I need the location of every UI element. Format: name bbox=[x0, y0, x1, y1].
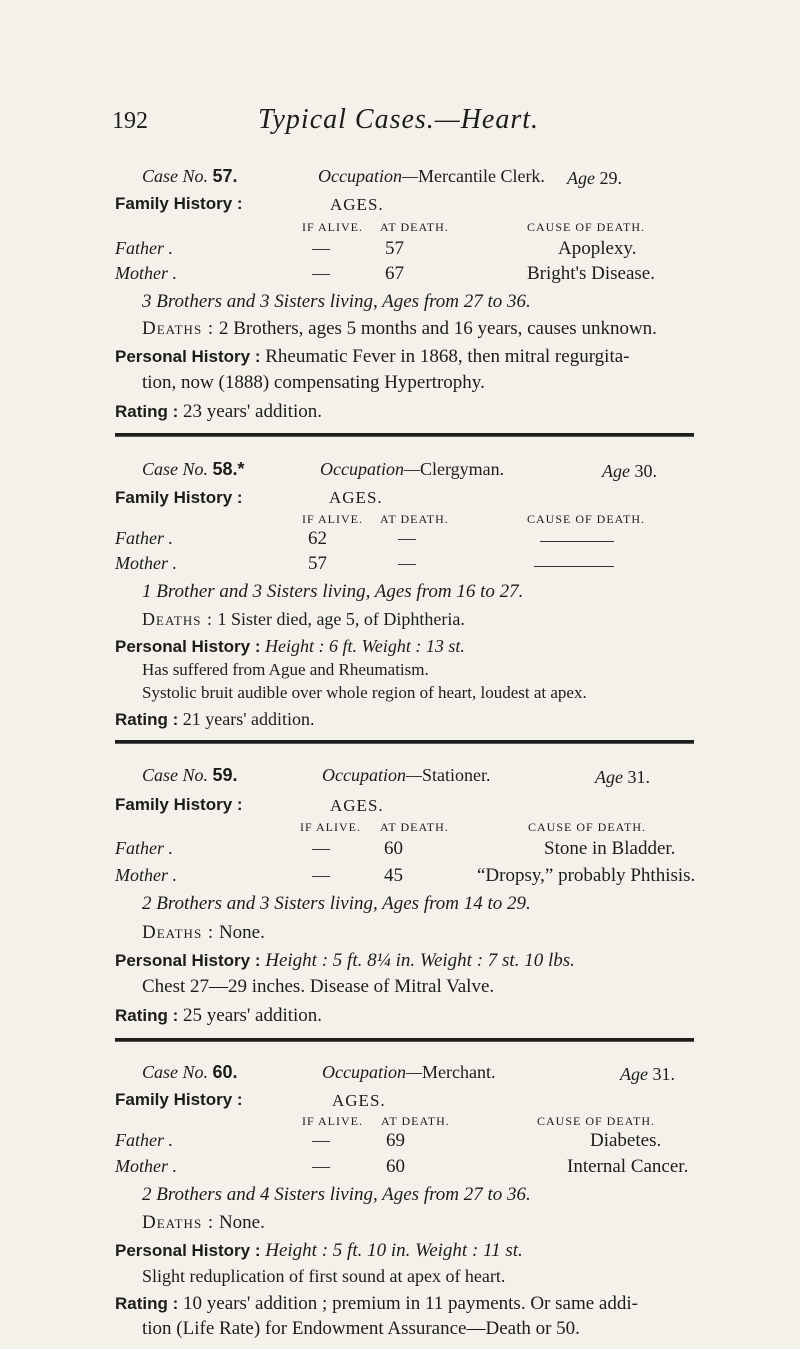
divider-rule bbox=[115, 433, 694, 437]
family-history-label: Family History : bbox=[115, 1090, 243, 1109]
divider-rule bbox=[115, 1038, 694, 1042]
father-label: Father . bbox=[115, 528, 173, 548]
occupation: Occupation—Stationer. bbox=[322, 765, 491, 785]
mother-if-alive: 57 bbox=[308, 553, 327, 574]
mother-label: Mother . bbox=[115, 263, 177, 283]
mother-label: Mother . bbox=[115, 1156, 177, 1176]
siblings: 3 Brothers and 3 Sisters living, Ages from 27 to 36. bbox=[142, 291, 531, 312]
if-alive-heading: IF ALIVE. bbox=[302, 512, 363, 526]
family-history-label: Family History : bbox=[115, 795, 243, 814]
mother-label: Mother . bbox=[115, 553, 177, 573]
mother-cause: Bright's Disease. bbox=[527, 263, 655, 284]
father-at-death: 60 bbox=[384, 838, 403, 859]
personal-history-cont: Chest 27—29 inches. Disease of Mitral Valve. bbox=[142, 976, 495, 997]
mother-label: Mother . bbox=[115, 865, 177, 885]
deaths: Deaths : None. bbox=[142, 1212, 265, 1233]
family-history-label: Family History : bbox=[115, 194, 243, 213]
father-if-alive: — bbox=[312, 1130, 330, 1150]
occupation: Occupation—Mercantile Clerk. bbox=[318, 166, 545, 186]
at-death-heading: AT DEATH. bbox=[381, 1114, 450, 1128]
running-title: Typical Cases.—Heart. bbox=[258, 104, 540, 135]
at-death-heading: AT DEATH. bbox=[380, 220, 449, 234]
father-if-alive: 62 bbox=[308, 528, 327, 549]
occupation: Occupation—Merchant. bbox=[322, 1062, 496, 1082]
mother-cause: “Dropsy,” probably Phthisis. bbox=[477, 865, 696, 886]
father-at-death: 69 bbox=[386, 1130, 405, 1151]
ages-heading: AGES. bbox=[330, 195, 384, 214]
rating: Rating : 21 years' addition. bbox=[115, 709, 315, 729]
personal-history: Personal History : Rheumatic Fever in 1868, then mitral regurgita- bbox=[115, 346, 630, 367]
divider-rule bbox=[115, 740, 694, 744]
mother-if-alive: — bbox=[312, 1156, 330, 1176]
personal-history: Personal History : Height : 6 ft. Weight : 13 st. bbox=[115, 636, 465, 656]
family-history-label: Family History : bbox=[115, 488, 243, 507]
blank-cause-line bbox=[534, 566, 614, 567]
personal-history-cont2: Systolic bruit audible over whole region of heart, loudest at apex. bbox=[142, 683, 587, 702]
case-label: Case No. 57. bbox=[142, 166, 238, 186]
rating: Rating : 25 years' addition. bbox=[115, 1005, 323, 1026]
mother-cause: Internal Cancer. bbox=[567, 1156, 689, 1177]
mother-at-death: 67 bbox=[385, 263, 404, 284]
father-cause: Diabetes. bbox=[590, 1130, 662, 1151]
rating: Rating : 23 years' addition. bbox=[115, 401, 323, 422]
father-if-alive: — bbox=[312, 838, 330, 858]
if-alive-heading: IF ALIVE. bbox=[302, 220, 363, 234]
rating: Rating : 10 years' addition ; premium in 11 payments. Or same addi- bbox=[115, 1293, 638, 1314]
mother-if-alive: — bbox=[312, 263, 330, 283]
father-at-death: — bbox=[398, 528, 416, 548]
father-label: Father . bbox=[115, 1130, 173, 1150]
personal-history-cont: Has suffered from Ague and Rheumatism. bbox=[142, 660, 429, 679]
case-label: Case No. 59. bbox=[142, 765, 238, 785]
siblings: 1 Brother and 3 Sisters living, Ages from 16 to 27. bbox=[142, 581, 524, 602]
mother-at-death: 45 bbox=[384, 865, 403, 886]
case-label: Case No. 60. bbox=[142, 1062, 238, 1082]
personal-history-cont: tion, now (1888) compensating Hypertrophy. bbox=[142, 372, 485, 393]
mother-if-alive: — bbox=[312, 865, 330, 885]
page-number: 192 bbox=[112, 108, 148, 134]
occupation: Occupation—Clergyman. bbox=[320, 459, 505, 479]
cause-of-death-heading: CAUSE OF DEATH. bbox=[528, 820, 647, 834]
mother-at-death: — bbox=[398, 553, 416, 573]
siblings: 2 Brothers and 4 Sisters living, Ages from 27 to 36. bbox=[142, 1184, 531, 1205]
if-alive-heading: IF ALIVE. bbox=[302, 1114, 363, 1128]
blank-cause-line bbox=[540, 541, 614, 542]
age: Age 29. bbox=[567, 168, 622, 188]
case-label: Case No. 58.* bbox=[142, 459, 245, 479]
ages-heading: AGES. bbox=[330, 796, 384, 815]
father-cause: Stone in Bladder. bbox=[544, 838, 676, 859]
siblings: 2 Brothers and 3 Sisters living, Ages from 14 to 29. bbox=[142, 893, 531, 914]
ages-heading: AGES. bbox=[332, 1091, 386, 1110]
age: Age 31. bbox=[595, 767, 650, 787]
mother-at-death: 60 bbox=[386, 1156, 405, 1177]
deaths: Deaths : None. bbox=[142, 922, 265, 943]
father-label: Father . bbox=[115, 238, 173, 258]
at-death-heading: AT DEATH. bbox=[380, 512, 449, 526]
father-label: Father . bbox=[115, 838, 173, 858]
deaths: Deaths : 2 Brothers, ages 5 months and 16 years, causes unknown. bbox=[142, 318, 657, 339]
father-if-alive: — bbox=[312, 238, 330, 258]
if-alive-heading: IF ALIVE. bbox=[300, 820, 361, 834]
father-cause: Apoplexy. bbox=[558, 238, 637, 259]
personal-history: Personal History : Height : 5 ft. 8¼ in. Weight : 7 st. 10 lbs. bbox=[115, 950, 575, 971]
age: Age 31. bbox=[620, 1064, 675, 1084]
deaths: Deaths : 1 Sister died, age 5, of Diphtheria. bbox=[142, 609, 465, 629]
cause-of-death-heading: CAUSE OF DEATH. bbox=[537, 1114, 656, 1128]
at-death-heading: AT DEATH. bbox=[380, 820, 449, 834]
personal-history: Personal History : Height : 5 ft. 10 in. Weight : 11 st. bbox=[115, 1240, 523, 1261]
father-at-death: 57 bbox=[385, 238, 404, 259]
rating-cont: tion (Life Rate) for Endowment Assurance—Death or 50. bbox=[142, 1318, 580, 1339]
ages-heading: AGES. bbox=[329, 488, 383, 507]
personal-history-cont: Slight reduplication of first sound at apex of heart. bbox=[142, 1266, 506, 1286]
cause-of-death-heading: CAUSE OF DEATH. bbox=[527, 220, 646, 234]
cause-of-death-heading: CAUSE OF DEATH. bbox=[527, 512, 646, 526]
age: Age 30. bbox=[602, 461, 657, 481]
